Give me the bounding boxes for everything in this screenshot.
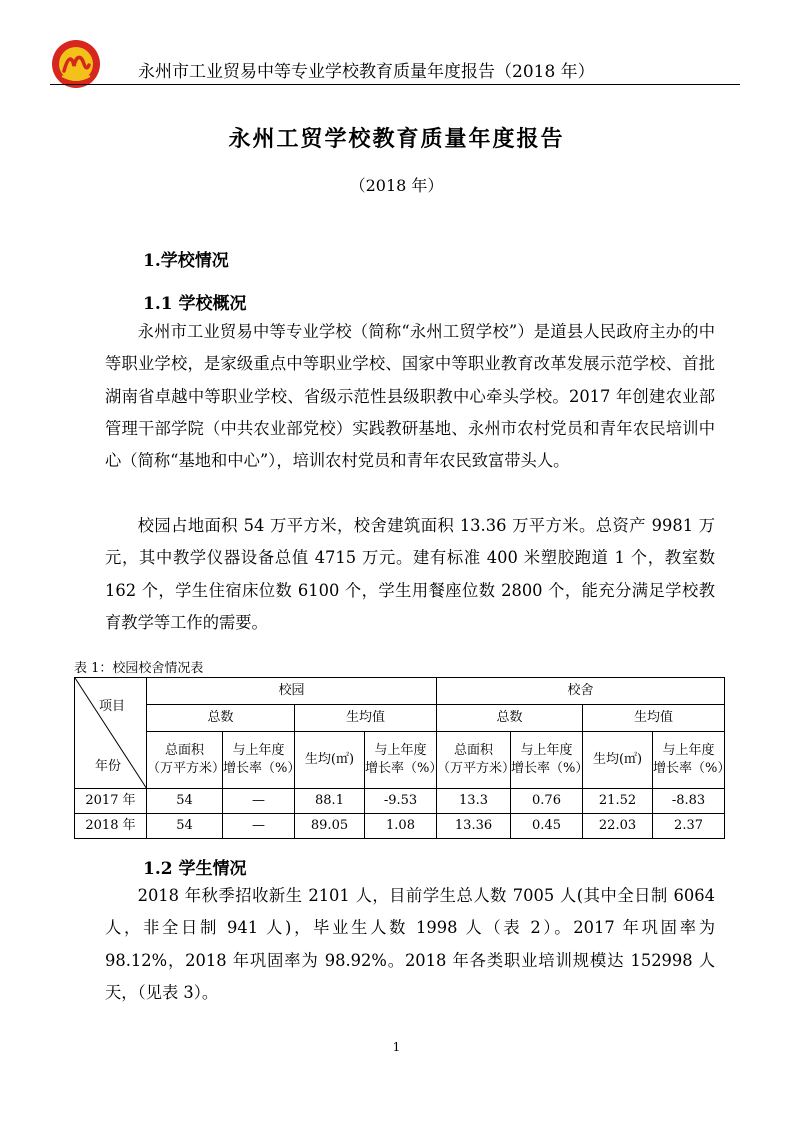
table-cell: -9.53 [365, 789, 437, 814]
table-cell: — [223, 814, 295, 839]
subsection-heading: 1.2 学生情况 [143, 859, 247, 879]
table-column-header: 与上年度 增长率（%） [365, 732, 437, 789]
corner-label-bottom: 年份 [95, 759, 122, 774]
table-column-header: 与上年度 增长率（%） [511, 732, 583, 789]
table-subheader: 生均值 [583, 705, 725, 732]
header-rule [50, 84, 740, 85]
table-column-header: 与上年度 增长率（%） [653, 732, 725, 789]
table-subheader: 总数 [147, 705, 295, 732]
page-header: 永州市工业贸易中等专业学校教育质量年度报告（2018 年） [138, 62, 595, 82]
table-row [75, 814, 725, 839]
section-heading: 1.学校情况 [143, 251, 229, 271]
paragraph: 校园占地面积 54 万平方米，校舍建筑面积 13.36 万平方米。总资产 9981 万元，其中教学仪器设备总值 4715 万元。建有标准 400 米塑胶跑道 1 个，教室数 162 个，学生住宿床位数 6100 个，学生用餐座位数 2800 个，能充分满足学校教育教学等工作的需要。 [105, 516, 715, 632]
table-subheader: 生均值 [295, 705, 437, 732]
table-group-header: 校园 [147, 678, 437, 705]
table-cell: 89.05 [295, 814, 365, 839]
table-cell: 21.52 [583, 789, 653, 814]
table-cell: 54 [147, 789, 223, 814]
table-cell: 54 [147, 814, 223, 839]
page-number: 1 [392, 1040, 401, 1054]
table-corner-cell [75, 678, 147, 789]
table-cell: — [223, 789, 295, 814]
table-caption: 表 1：校园校舍情况表 [74, 661, 204, 676]
document-title: 永州工贸学校教育质量年度报告 [228, 126, 565, 152]
paragraph: 2018 年秋季招收新生 2101 人，目前学生总人数 7005 人(其中全日制 6064 人，非全日制 941 人)，毕业生人数 1998 人（表 2）。2017 年巩固率为 98.12%，2018 年巩固率为 98.92%。2018 年各类职业培训规模达 152998 人天，（见表 3）。 [105, 886, 715, 1002]
table-cell: 0.45 [511, 814, 583, 839]
table-cell: 13.3 [437, 789, 511, 814]
table-cell: 1.08 [365, 814, 437, 839]
table-column-header: 生均(㎡) [583, 732, 653, 789]
table-cell: 22.03 [583, 814, 653, 839]
table-cell: 2018 年 [75, 814, 147, 839]
table-column-header: 总面积 （万平方米） [437, 732, 511, 789]
table-cell: 2.37 [653, 814, 725, 839]
table-column-header: 与上年度 增长率（%） [223, 732, 295, 789]
table-subheader: 总数 [437, 705, 583, 732]
campus-table [74, 677, 731, 839]
table-column-header: 总面积 （万平方米） [147, 732, 223, 789]
table-cell: 88.1 [295, 789, 365, 814]
table-cell: -8.83 [653, 789, 725, 814]
document-year: （2018 年） [349, 176, 444, 195]
paragraph: 永州市工业贸易中等专业学校（简称“永州工贸学校”）是道县人民政府主办的中等职业学校，是家级重点中等职业学校、国家中等职业教育改革发展示范学校、首批湖南省卓越中等职业学校、省级示范性县级职教中心牵头学校。2017 年创建农业部管理干部学院（中共农业部党校）实践教研基地、永州市农村党员和青年农民培训中心（简称“基地和中心”），培训农村党员和青年农民致富带头人。 [105, 322, 715, 471]
table-column-header: 生均(㎡) [295, 732, 365, 789]
corner-label-top: 项目 [99, 699, 126, 714]
table-row [75, 789, 725, 814]
table-group-header: 校舍 [437, 678, 725, 705]
table-cell: 13.36 [437, 814, 511, 839]
table-cell: 0.76 [511, 789, 583, 814]
subsection-heading: 1.1 学校概况 [143, 294, 247, 314]
school-emblem-icon [50, 38, 102, 90]
table-cell: 2017 年 [75, 789, 147, 814]
